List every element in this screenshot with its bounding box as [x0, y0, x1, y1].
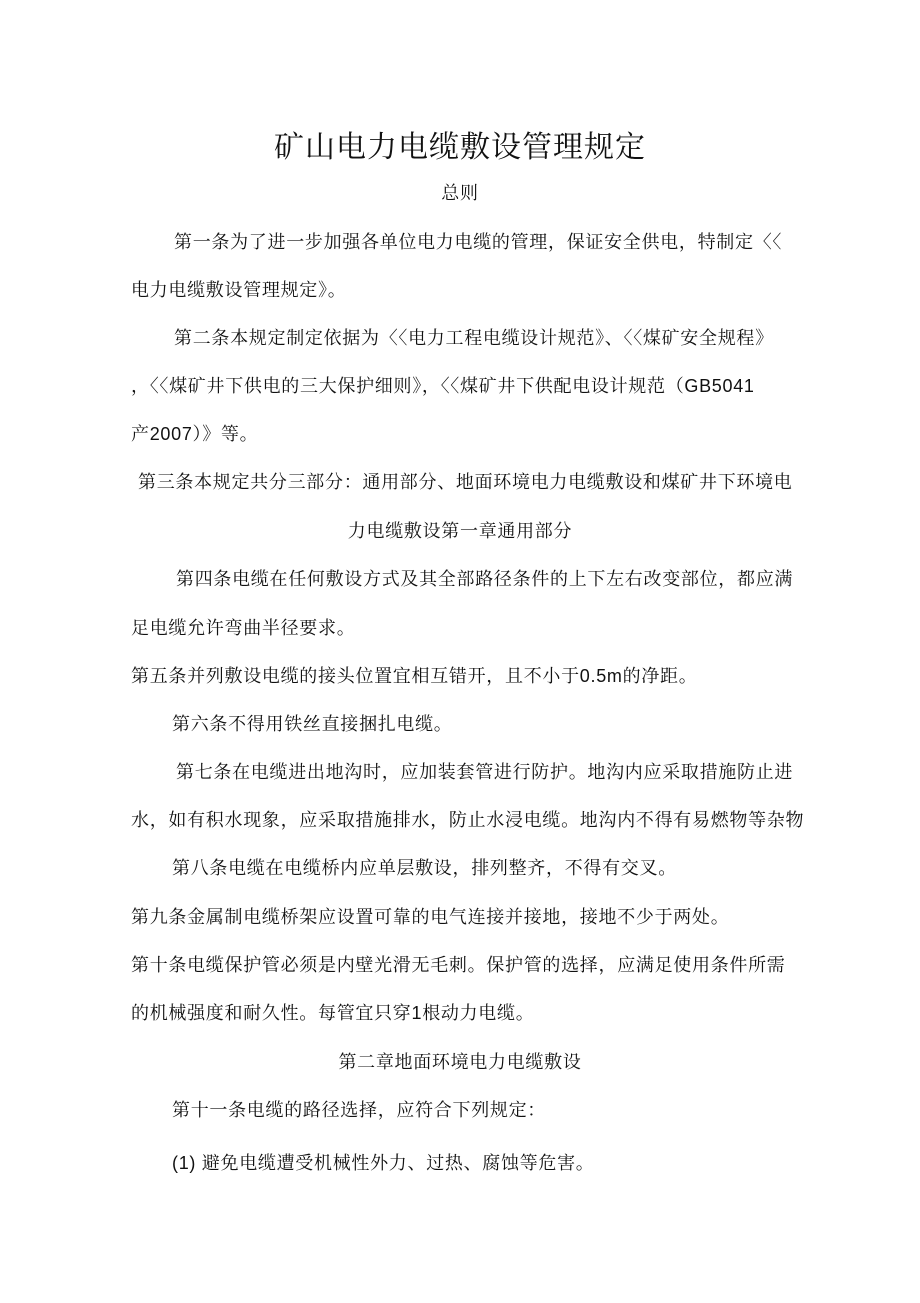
- paragraph-line: 第七条在电缆进出地沟时，应加装套管进行防护。地沟内应采取措施防止进: [176, 762, 794, 782]
- paragraph-line: 足电缆允许弯曲半径要求。: [131, 618, 356, 638]
- paragraph-line: 产2007）》等。: [131, 424, 259, 444]
- section-heading: 总则: [441, 183, 479, 203]
- paragraph-line: 电力电缆敷设管理规定》。: [131, 280, 347, 300]
- paragraph-line: 第六条不得用铁丝直接捆扎电缆。: [172, 714, 453, 734]
- list-item: (1) 避免电缆遭受机械性外力、过热、腐蚀等危害。: [172, 1153, 595, 1173]
- paragraph-line: 第十一条电缆的路径选择，应符合下列规定：: [172, 1100, 546, 1120]
- paragraph-line: 第八条电缆在电缆桥内应单层敷设，排列整齐，不得有交叉。: [172, 858, 677, 878]
- paragraph-line: 第一条为了进一步加强各单位电力电缆的管理，保证安全供电，特制定〈〈: [174, 232, 783, 252]
- document-title: 矿山电力电缆敷设管理规定: [274, 131, 646, 164]
- paragraph-line: 第十条电缆保护管必须是内壁光滑无毛刺。保护管的选择，应满足使用条件所需: [131, 955, 786, 975]
- paragraph-line: ，〈〈煤矿井下供电的三大保护细则》，〈〈煤矿井下供配电设计规范（GB5041: [131, 376, 755, 396]
- paragraph-line: 第五条并列敷设电缆的接头位置宜相互错开，且不小于0.5m的净距。: [131, 666, 698, 686]
- paragraph-line: 第二条本规定制定依据为〈〈电力工程电缆设计规范》、〈〈煤矿安全规程》: [174, 328, 774, 348]
- paragraph-line: 水，如有积水现象，应采取措施排水，防止水浸电缆。地沟内不得有易燃物等杂物: [131, 810, 805, 830]
- paragraph-line: 第四条电缆在任何敷设方式及其全部路径条件的上下左右改变部位，都应满: [176, 569, 794, 589]
- paragraph-line: 的机械强度和耐久性。每管宜只穿1根动力电缆。: [131, 1003, 535, 1023]
- chapter-heading: 第二章地面环境电力电缆敷设: [338, 1052, 582, 1072]
- chapter-heading-line: 力电缆敷设第一章通用部分: [347, 521, 573, 541]
- paragraph-line: 第九条金属制电缆桥架应设置可靠的电气连接并接地，接地不少于两处。: [131, 907, 730, 927]
- paragraph-line: 第三条本规定共分三部分：通用部分、地面环境电力电缆敷设和煤矿井下环境电: [138, 472, 793, 492]
